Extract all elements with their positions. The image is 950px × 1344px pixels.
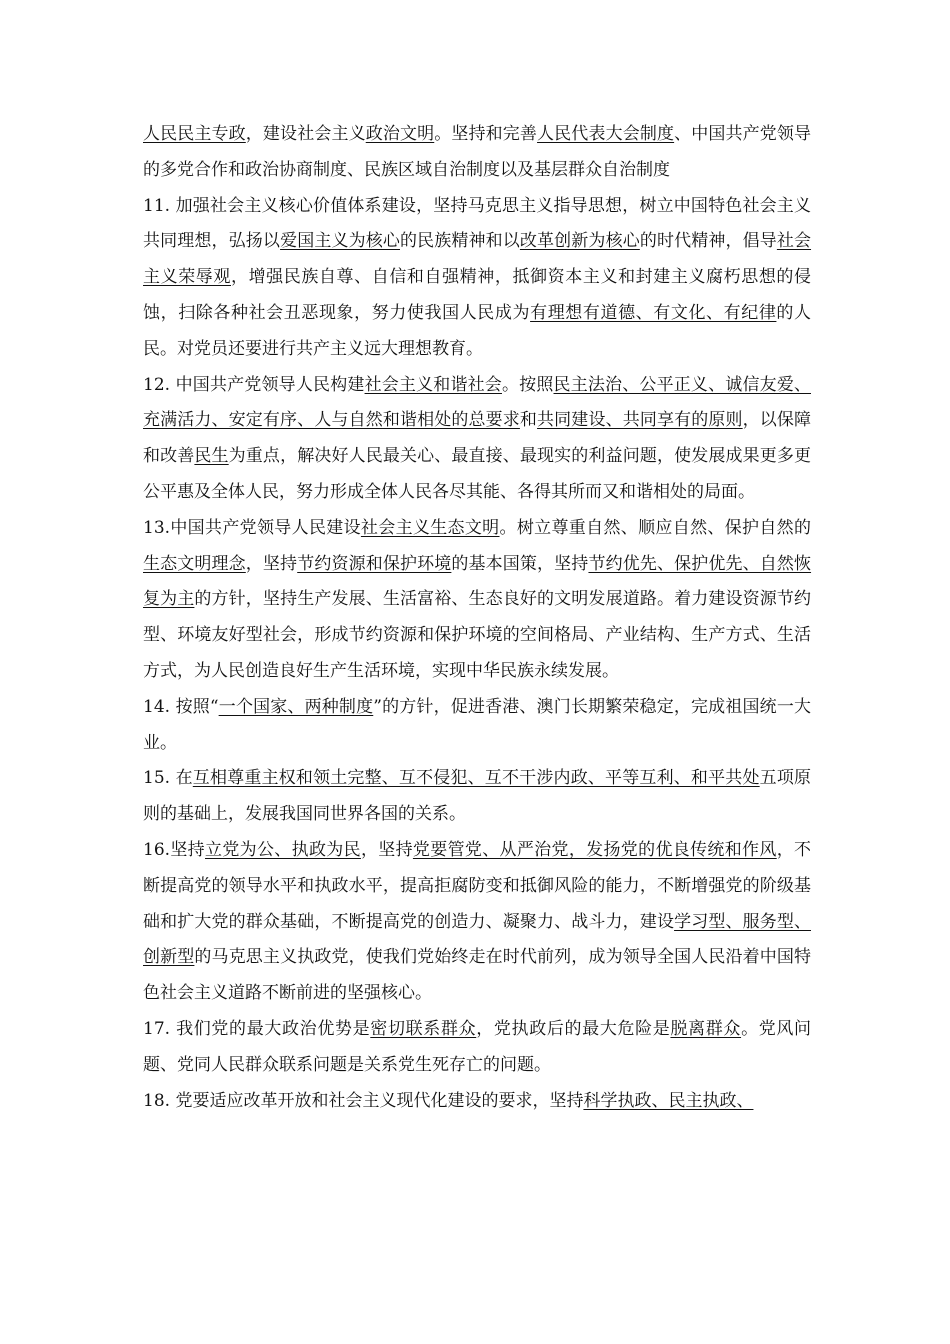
text-segment: ，增强民族自尊、自信和自强精神，抵御资本主义和封建主义腐朽思想的侵蚀，扫除各种社会丑恶现象，努力使我国人民成为 (143, 267, 812, 323)
paragraph-item-16 (143, 833, 811, 1012)
underlined-term: 人民代表大会制度 (537, 124, 675, 144)
text-segment: 。坚持和完善 (434, 124, 538, 144)
paragraph-item-18 (143, 1084, 811, 1120)
text-segment: 。树立尊重自然、顺应自然、保护自然的 (499, 517, 812, 538)
paragraph-item-12 (143, 368, 811, 511)
underlined-term: 党要管党、从严治党，发扬党的优良传统和作风 (412, 839, 777, 860)
text-segment: 的民族精神和以 (399, 231, 520, 252)
text-segment: 14. 按照“ (143, 696, 219, 717)
underlined-term: 社会主义生态文明 (360, 517, 500, 538)
text-segment: 五项原则的基础上，发展我国同世界各国的关系。 (143, 768, 811, 825)
underlined-term: 脱离群众 (670, 1018, 742, 1039)
underlined-term: 节约资源和保护环境 (297, 553, 452, 574)
text-segment: ，以保障和改善 (143, 410, 812, 467)
underlined-term: 有理想有道德、有文化、有纪律 (530, 302, 777, 323)
text-segment: 18. 党要适应改革开放和社会主义现代化建设的要求，坚持 (143, 1090, 584, 1111)
text-segment: 和 (519, 410, 538, 431)
text-segment: 的马克思主义执政党，使我们党始终走在时代前列，成为领导全国人民沿着中国特色社会主义道路不断前进的坚强核心。 (143, 947, 812, 1004)
text-segment: 、中国共产党领导的多党合作和政治协商制度、民族区域自治制度以及基层群众自治制度 (143, 124, 812, 180)
underlined-term: 立党为公、执政为民 (205, 839, 361, 860)
text-segment: 12. 中国共产党领导人民构建 (143, 374, 365, 395)
document-body (143, 117, 811, 1119)
underlined-term: 人民民主专政 (143, 124, 246, 144)
text-segment: ，不断提高党的领导水平和执政水平，提高拒腐防变和抵御风险的能力，不断增强党的阶级基础和扩大党的群众基础，不断提高党的创造力、凝聚力、战斗力，建设 (143, 839, 812, 932)
underlined-term: 社会主义荣辱观 (143, 231, 812, 288)
underlined-term: 科学执政、民主执政、 (583, 1090, 754, 1111)
underlined-term: 密切联系群众 (370, 1018, 477, 1039)
text-segment: 11. 加强社会主义核心价值体系建设，坚持马克思主义指导思想，树立中国特色社会主义共同理想，弘扬以 (143, 195, 811, 252)
text-segment: 15. 在 (143, 768, 193, 789)
text-segment: ，党执政后的最大危险是 (476, 1018, 671, 1039)
text-segment: 的基本国策，坚持 (451, 553, 589, 574)
paragraph-item-11 (143, 189, 811, 368)
underlined-term: 社会主义和谐社会 (364, 374, 502, 395)
text-segment: ，建设社会主义 (245, 124, 366, 144)
text-segment: 的人民。对党员还要进行共产主义远大理想教育。 (143, 302, 812, 359)
underlined-term: 爱国主义为核心 (280, 231, 400, 252)
underlined-term: 民生 (194, 446, 229, 467)
text-segment: 为重点，解决好人民最关心、最直接、最现实的利益问题，使发展成果更多更公平惠及全体人民，努力形成全体人民各尽其能、各得其所而又和谐相处的局面。 (143, 446, 812, 502)
underlined-term: 生态文明理念 (143, 553, 246, 574)
underlined-term: 一个国家、两种制度 (218, 696, 374, 717)
underlined-term: 节约优先、保护优先、自然恢复为主 (143, 553, 812, 610)
text-segment: ，坚持 (245, 553, 298, 574)
underlined-term: 改革创新为核心 (519, 231, 640, 252)
underlined-term: 学习型、服务型、创新型 (143, 911, 811, 968)
paragraph-political-system (143, 117, 811, 189)
text-segment: 。党风问题、党同人民群众联系问题是关系党生死存亡的问题。 (143, 1018, 812, 1075)
underlined-term: 政治文明 (365, 124, 435, 144)
text-segment: ”的方针，促进香港、澳门长期繁荣稳定，完成祖国统一大业。 (143, 696, 811, 753)
text-segment: 17. 我们党的最大政治优势是 (143, 1018, 371, 1039)
paragraph-item-15 (143, 761, 811, 833)
paragraph-item-17 (143, 1012, 811, 1084)
paragraph-item-14 (143, 690, 811, 762)
text-segment: 13.中国共产党领导人民建设 (143, 517, 361, 538)
underlined-term: 互相尊重主权和领土完整、互不侵犯、互不干涉内政、平等互利、和平共处 (192, 768, 760, 789)
underlined-term: 民主法治、公平正义、诚信友爱、充满活力、安定有序、人与自然和谐相处的总要求 (143, 374, 811, 431)
text-segment: 。按照 (501, 374, 554, 395)
text-segment: 16.坚持 (143, 839, 206, 860)
paragraph-item-13 (143, 511, 811, 690)
text-segment: 的方针，坚持生产发展、生活富裕、生态良好的文明发展道路。着力建设资源节约型、环境友好型社会，形成节约资源和保护环境的空间格局、产业结构、生产方式、生活方式，为人民创造良好生产生活环境，实现中华民族永续发展。 (143, 589, 812, 681)
underlined-term: 共同建设、共同享有的原则 (537, 410, 743, 431)
text-segment: ，坚持 (360, 839, 413, 860)
text-segment: 的时代精神，倡导 (639, 231, 777, 252)
